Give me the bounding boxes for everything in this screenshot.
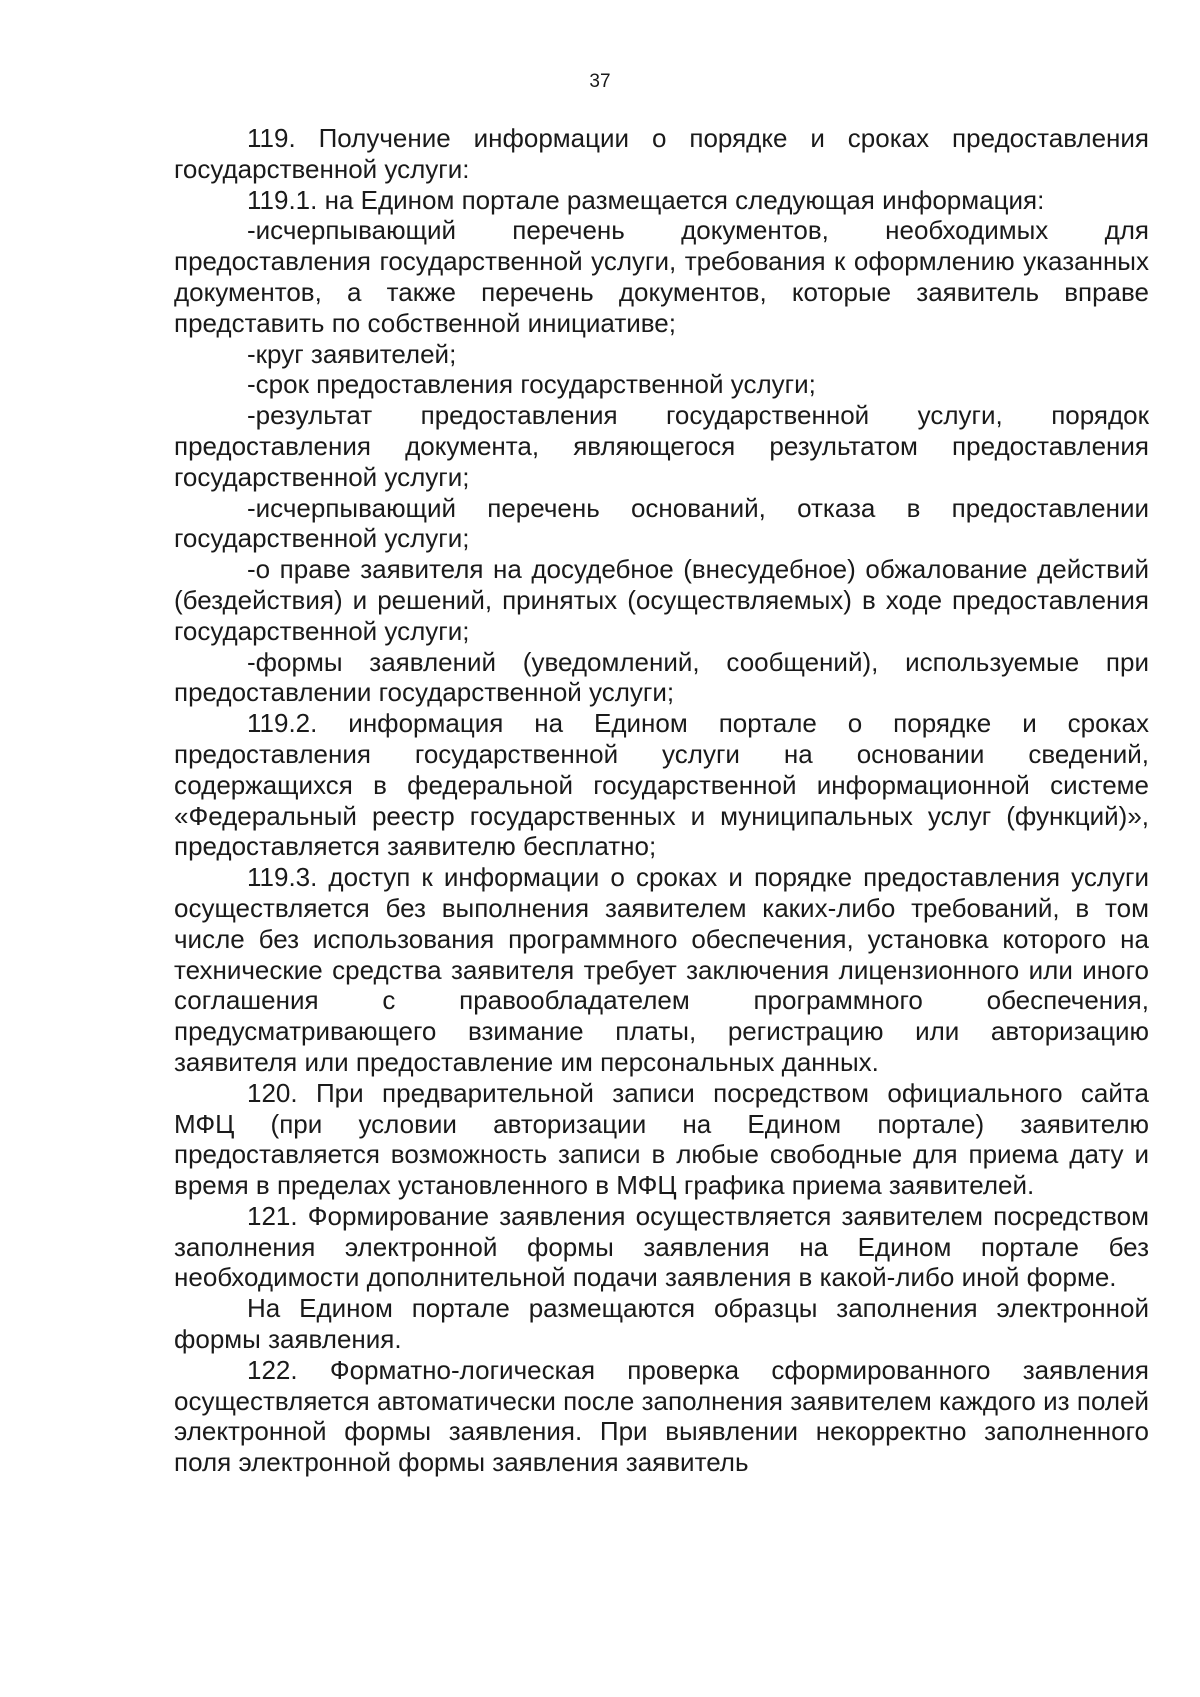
list-item-documents: -исчерпывающий перечень документов, необходимых для предоставления государственной услуги, требования к оформлению указанных документов, а также перечень документов, которые заявитель вправе представить по собственной инициативе; bbox=[174, 215, 1149, 338]
page-number: 37 bbox=[589, 71, 611, 92]
list-item-appeal-right: -о праве заявителя на досудебное (внесудебное) обжалование действий (бездействия) и решений, принятых (осуществляемых) в ходе предоставления государственной услуги; bbox=[174, 554, 1149, 646]
document-body bbox=[174, 123, 1149, 1478]
paragraph-119-2: 119.2. информация на Едином портале о порядке и сроках предоставления государственной услуги на основании сведений, содержащихся в федеральной государственной информационной системе «Федеральный реестр государственных и муниципальных услуг (функций)», предоставляется заявителю бесплатно; bbox=[174, 708, 1149, 862]
list-item-applicants: -круг заявителей; bbox=[247, 338, 457, 369]
paragraph-120: 120. При предварительной записи посредством официального сайта МФЦ (при условии авторизации на Едином портале) заявителю предоставляется возможность записи в любые свободные для приема дату и время в пределах установленного в МФЦ графика приема заявителей. bbox=[174, 1077, 1149, 1201]
paragraph-122: 122. Форматно-логическая проверка сформированного заявления осуществляется автоматически после заполнения заявителем каждого из полей электронной формы заявления. При выявлении некорректно заполненного поля электронной формы заявления заявитель bbox=[174, 1354, 1149, 1478]
list-item-term: -срок предоставления государственной услуги; bbox=[247, 369, 816, 400]
list-item-forms: -формы заявлений (уведомлений, сообщений), используемые при предоставлении государственной услуги; bbox=[174, 646, 1149, 708]
list-item-refusal-grounds: -исчерпывающий перечень оснований, отказа в предоставлении государственной услуги; bbox=[174, 492, 1149, 554]
paragraph-121-samples: На Едином портале размещаются образцы заполнения электронной формы заявления. bbox=[174, 1293, 1149, 1355]
paragraph-119-3: 119.3. доступ к информации о сроках и порядке предоставления услуги осуществляется без выполнения заявителем каких-либо требований, в том числе без использования программного обеспечения, установка которого на технические средства заявителя требует заключения лицензионного или иного соглашения с правообладателем программного обеспечения, предусматривающего взимание платы, регистрацию или авторизацию заявителя или предоставление им персональных данных. bbox=[174, 862, 1149, 1077]
paragraph-119-1: 119.1. на Едином портале размещается следующая информация: bbox=[247, 184, 1045, 215]
list-item-result: -результат предоставления государственной услуги, порядок предоставления документа, являющегося результатом предоставления государственной услуги; bbox=[174, 400, 1149, 492]
paragraph-119: 119. Получение информации о порядке и сроках предоставления государственной услуги: bbox=[174, 123, 1149, 184]
paragraph-121: 121. Формирование заявления осуществляется заявителем посредством заполнения электронной формы заявления на Едином портале без необходимости дополнительной подачи заявления в какой-либо иной форме. bbox=[174, 1200, 1149, 1293]
